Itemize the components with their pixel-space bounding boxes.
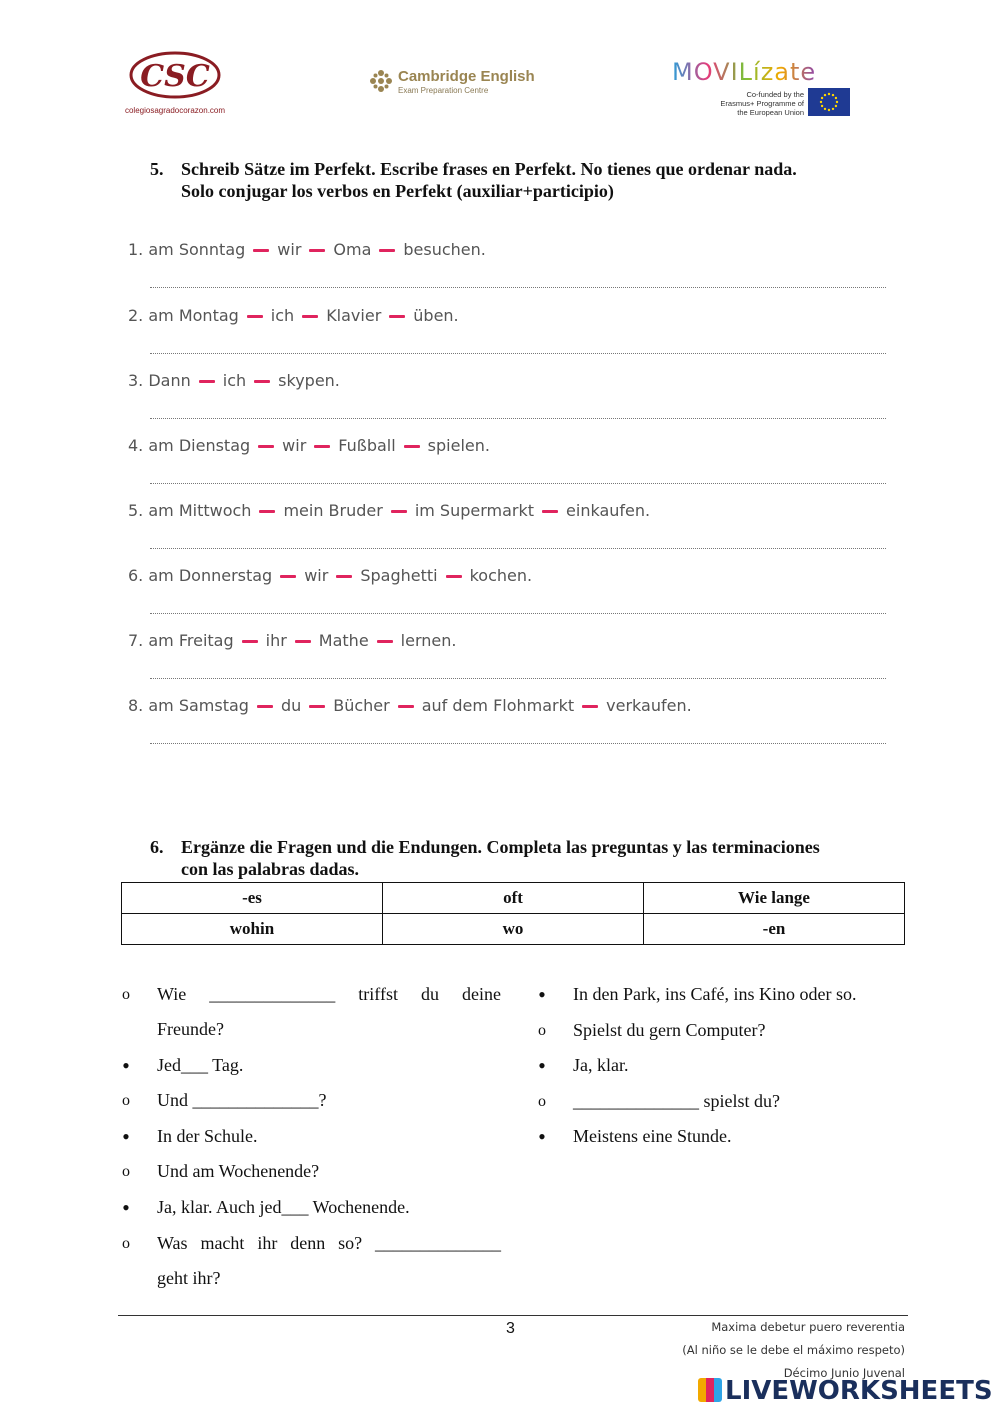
- separator-dash-icon: [391, 510, 407, 513]
- answer-line[interactable]: [150, 743, 886, 744]
- cambridge-subtitle: Exam Preparation Centre: [398, 86, 489, 95]
- csc-logo-text: CSC: [140, 59, 210, 94]
- item-word: 2. am Montag: [128, 306, 239, 325]
- separator-dash-icon: [389, 315, 405, 318]
- separator-dash-icon: [446, 575, 462, 578]
- separator-dash-icon: [314, 445, 330, 448]
- answer-line[interactable]: [150, 548, 886, 549]
- word-bank-cell: wo: [383, 914, 644, 945]
- separator-dash-icon: [336, 575, 352, 578]
- separator-dash-icon: [253, 249, 269, 252]
- answer-line[interactable]: [150, 353, 886, 354]
- dialogue-line-continuation: Freunde?: [157, 1019, 224, 1039]
- exercise5-item: [128, 501, 650, 520]
- separator-dash-icon: [199, 380, 215, 383]
- word-bank-row: [122, 914, 905, 945]
- separator-dash-icon: [377, 640, 393, 643]
- separator-dash-icon: [280, 575, 296, 578]
- item-word: besuchen.: [403, 240, 486, 259]
- question-marker-icon: o: [538, 1092, 546, 1110]
- exercise5-item: [128, 631, 456, 650]
- separator-dash-icon: [379, 249, 395, 252]
- answer-bullet-icon: •: [538, 982, 546, 1007]
- answer-bullet-icon: •: [122, 1123, 130, 1149]
- item-word: 1. am Sonntag: [128, 240, 246, 259]
- item-word: 4. am Dienstag: [128, 436, 251, 455]
- cambridge-flower-icon: [368, 68, 394, 94]
- answer-bullet-icon: •: [122, 1195, 130, 1220]
- item-word: wir: [277, 240, 302, 259]
- separator-dash-icon: [295, 640, 311, 643]
- exercise6-number: 6.: [150, 837, 164, 857]
- item-word: mein Bruder: [283, 501, 383, 520]
- word-bank-cell: wohin: [122, 914, 383, 945]
- item-word: ihr: [265, 631, 287, 650]
- separator-dash-icon: [404, 445, 420, 448]
- exercise5-item: [128, 371, 340, 390]
- dialogue-line-continuation: geht ihr?: [157, 1267, 221, 1288]
- movilizate-title: MOVILízate: [672, 58, 817, 86]
- exercise5-title-line1: Schreib Sätze im Perfekt. Escribe frases en Perfekt. No tienes que ordenar nada.: [181, 159, 797, 179]
- question-marker-icon: o: [122, 1163, 130, 1181]
- answer-line[interactable]: [150, 483, 886, 484]
- exercise5-number: 5.: [150, 159, 164, 179]
- item-word: Bücher: [333, 696, 390, 715]
- answer-line[interactable]: [150, 678, 886, 679]
- word-bank-row: [122, 883, 905, 914]
- dialogue-line: Ja, klar.: [573, 1055, 629, 1076]
- item-word: im Supermarkt: [414, 501, 535, 520]
- exercise6-title-line2: con las palabras dadas.: [181, 859, 360, 879]
- dialogue-line: Meistens eine Stunde.: [573, 1126, 732, 1147]
- liveworksheets-logo-icon: [698, 1378, 722, 1402]
- item-word: Oma: [333, 240, 372, 259]
- exercise6-title-line1: Ergänze die Fragen und die Endungen. Completa las preguntas y las terminaciones: [181, 837, 820, 857]
- dialogue-line: In der Schule.: [157, 1125, 258, 1146]
- word-bank-cell: -en: [644, 914, 905, 945]
- dialogue-line: ______________ spielst du?: [573, 1090, 780, 1111]
- cambridge-logo: [368, 66, 568, 98]
- dialogue-line: Und am Wochenende?: [157, 1161, 320, 1182]
- item-word: 8. am Samstag: [128, 696, 249, 715]
- dialogue-line: Spielst du gern Computer?: [573, 1019, 766, 1040]
- separator-dash-icon: [582, 705, 598, 708]
- item-word: skypen.: [278, 371, 340, 390]
- eu-flag-icon: [808, 88, 850, 116]
- item-word: 7. am Freitag: [128, 631, 234, 650]
- liveworksheets-brand[interactable]: [698, 1376, 993, 1406]
- dialogue-line: Ja, klar. Auch jed___ Wochenende.: [157, 1197, 410, 1217]
- item-word: wir: [282, 436, 307, 455]
- separator-dash-icon: [254, 380, 270, 383]
- item-word: wir: [304, 566, 329, 585]
- question-marker-icon: o: [122, 1234, 130, 1252]
- footer-motto: Maxima debetur puero reverentia: [711, 1320, 905, 1334]
- item-word: einkaufen.: [566, 501, 651, 520]
- item-word: Mathe: [318, 631, 369, 650]
- school-logo: [110, 48, 240, 118]
- dialogue-line: Jed___ Tag.: [157, 1054, 244, 1075]
- item-word: du: [280, 696, 302, 715]
- exercise5-item: [128, 566, 532, 585]
- exercise6-heading: [150, 836, 820, 880]
- exercise5-item: [128, 240, 486, 259]
- liveworksheets-brand-text: LIVEWORKSHEETS: [725, 1376, 993, 1406]
- item-word: Klavier: [326, 306, 382, 325]
- exercise5-heading: [150, 158, 797, 202]
- separator-dash-icon: [398, 705, 414, 708]
- item-word: kochen.: [469, 566, 533, 585]
- exercise5-item: [128, 696, 692, 715]
- item-word: verkaufen.: [606, 696, 692, 715]
- answer-line[interactable]: [150, 287, 886, 288]
- item-word: lernen.: [400, 631, 457, 650]
- item-word: ich: [222, 371, 247, 390]
- item-word: 5. am Mittwoch: [128, 501, 252, 520]
- item-word: 3. Dann: [128, 371, 191, 390]
- item-word: spielen.: [427, 436, 490, 455]
- school-url: colegiosagradocorazon.com: [124, 106, 226, 115]
- item-word: auf dem Flohmarkt: [421, 696, 575, 715]
- separator-dash-icon: [242, 640, 258, 643]
- footer-motto-translation: (Al niño se le debe el máximo respeto): [682, 1343, 905, 1357]
- page-number: 3: [506, 1320, 515, 1337]
- separator-dash-icon: [258, 445, 274, 448]
- item-word: Fußball: [338, 436, 396, 455]
- answer-bullet-icon: •: [538, 1053, 546, 1079]
- answer-line[interactable]: [150, 613, 886, 614]
- footer-motto-author: Décimo Junio Juvenal: [783, 1366, 905, 1380]
- csc-emblem-icon: [110, 48, 240, 106]
- exercise5-item: [128, 436, 490, 455]
- question-marker-icon: o: [538, 1021, 546, 1039]
- separator-dash-icon: [309, 705, 325, 708]
- answer-bullet-icon: •: [538, 1124, 546, 1150]
- word-bank-cell: oft: [383, 883, 644, 914]
- movilizate-logo: [668, 58, 868, 122]
- answer-bullet-icon: •: [122, 1052, 130, 1078]
- erasmus-text: Co-funded by the Erasmus+ Programme of the European Union: [720, 90, 804, 117]
- word-bank-cell: -es: [122, 883, 383, 914]
- answer-line[interactable]: [150, 418, 886, 419]
- item-word: üben.: [413, 306, 459, 325]
- separator-dash-icon: [302, 315, 318, 318]
- item-word: 6. am Donnerstag: [128, 566, 273, 585]
- question-marker-icon: o: [122, 986, 130, 1003]
- exercise5-title-line2: Solo conjugar los verbos en Perfekt (auxiliar+participio): [181, 181, 614, 201]
- dialogue-line: Was macht ihr denn so? ______________: [157, 1232, 501, 1253]
- separator-dash-icon: [257, 705, 273, 708]
- footer-divider: [118, 1315, 908, 1316]
- separator-dash-icon: [309, 249, 325, 252]
- separator-dash-icon: [247, 315, 263, 318]
- dialogue-line: In den Park, ins Café, ins Kino oder so.: [573, 984, 857, 1004]
- question-marker-icon: o: [122, 1092, 130, 1110]
- dialogue-line: Wie ______________ triffst du deine: [157, 984, 501, 1004]
- word-bank-table: [121, 882, 905, 945]
- item-word: Spaghetti: [360, 566, 438, 585]
- separator-dash-icon: [259, 510, 275, 513]
- dialogue-line: Und ______________?: [157, 1090, 327, 1111]
- separator-dash-icon: [542, 510, 558, 513]
- word-bank-cell: Wie lange: [644, 883, 905, 914]
- exercise5-item: [128, 306, 459, 325]
- item-word: ich: [270, 306, 295, 325]
- cambridge-title: Cambridge English: [398, 68, 535, 85]
